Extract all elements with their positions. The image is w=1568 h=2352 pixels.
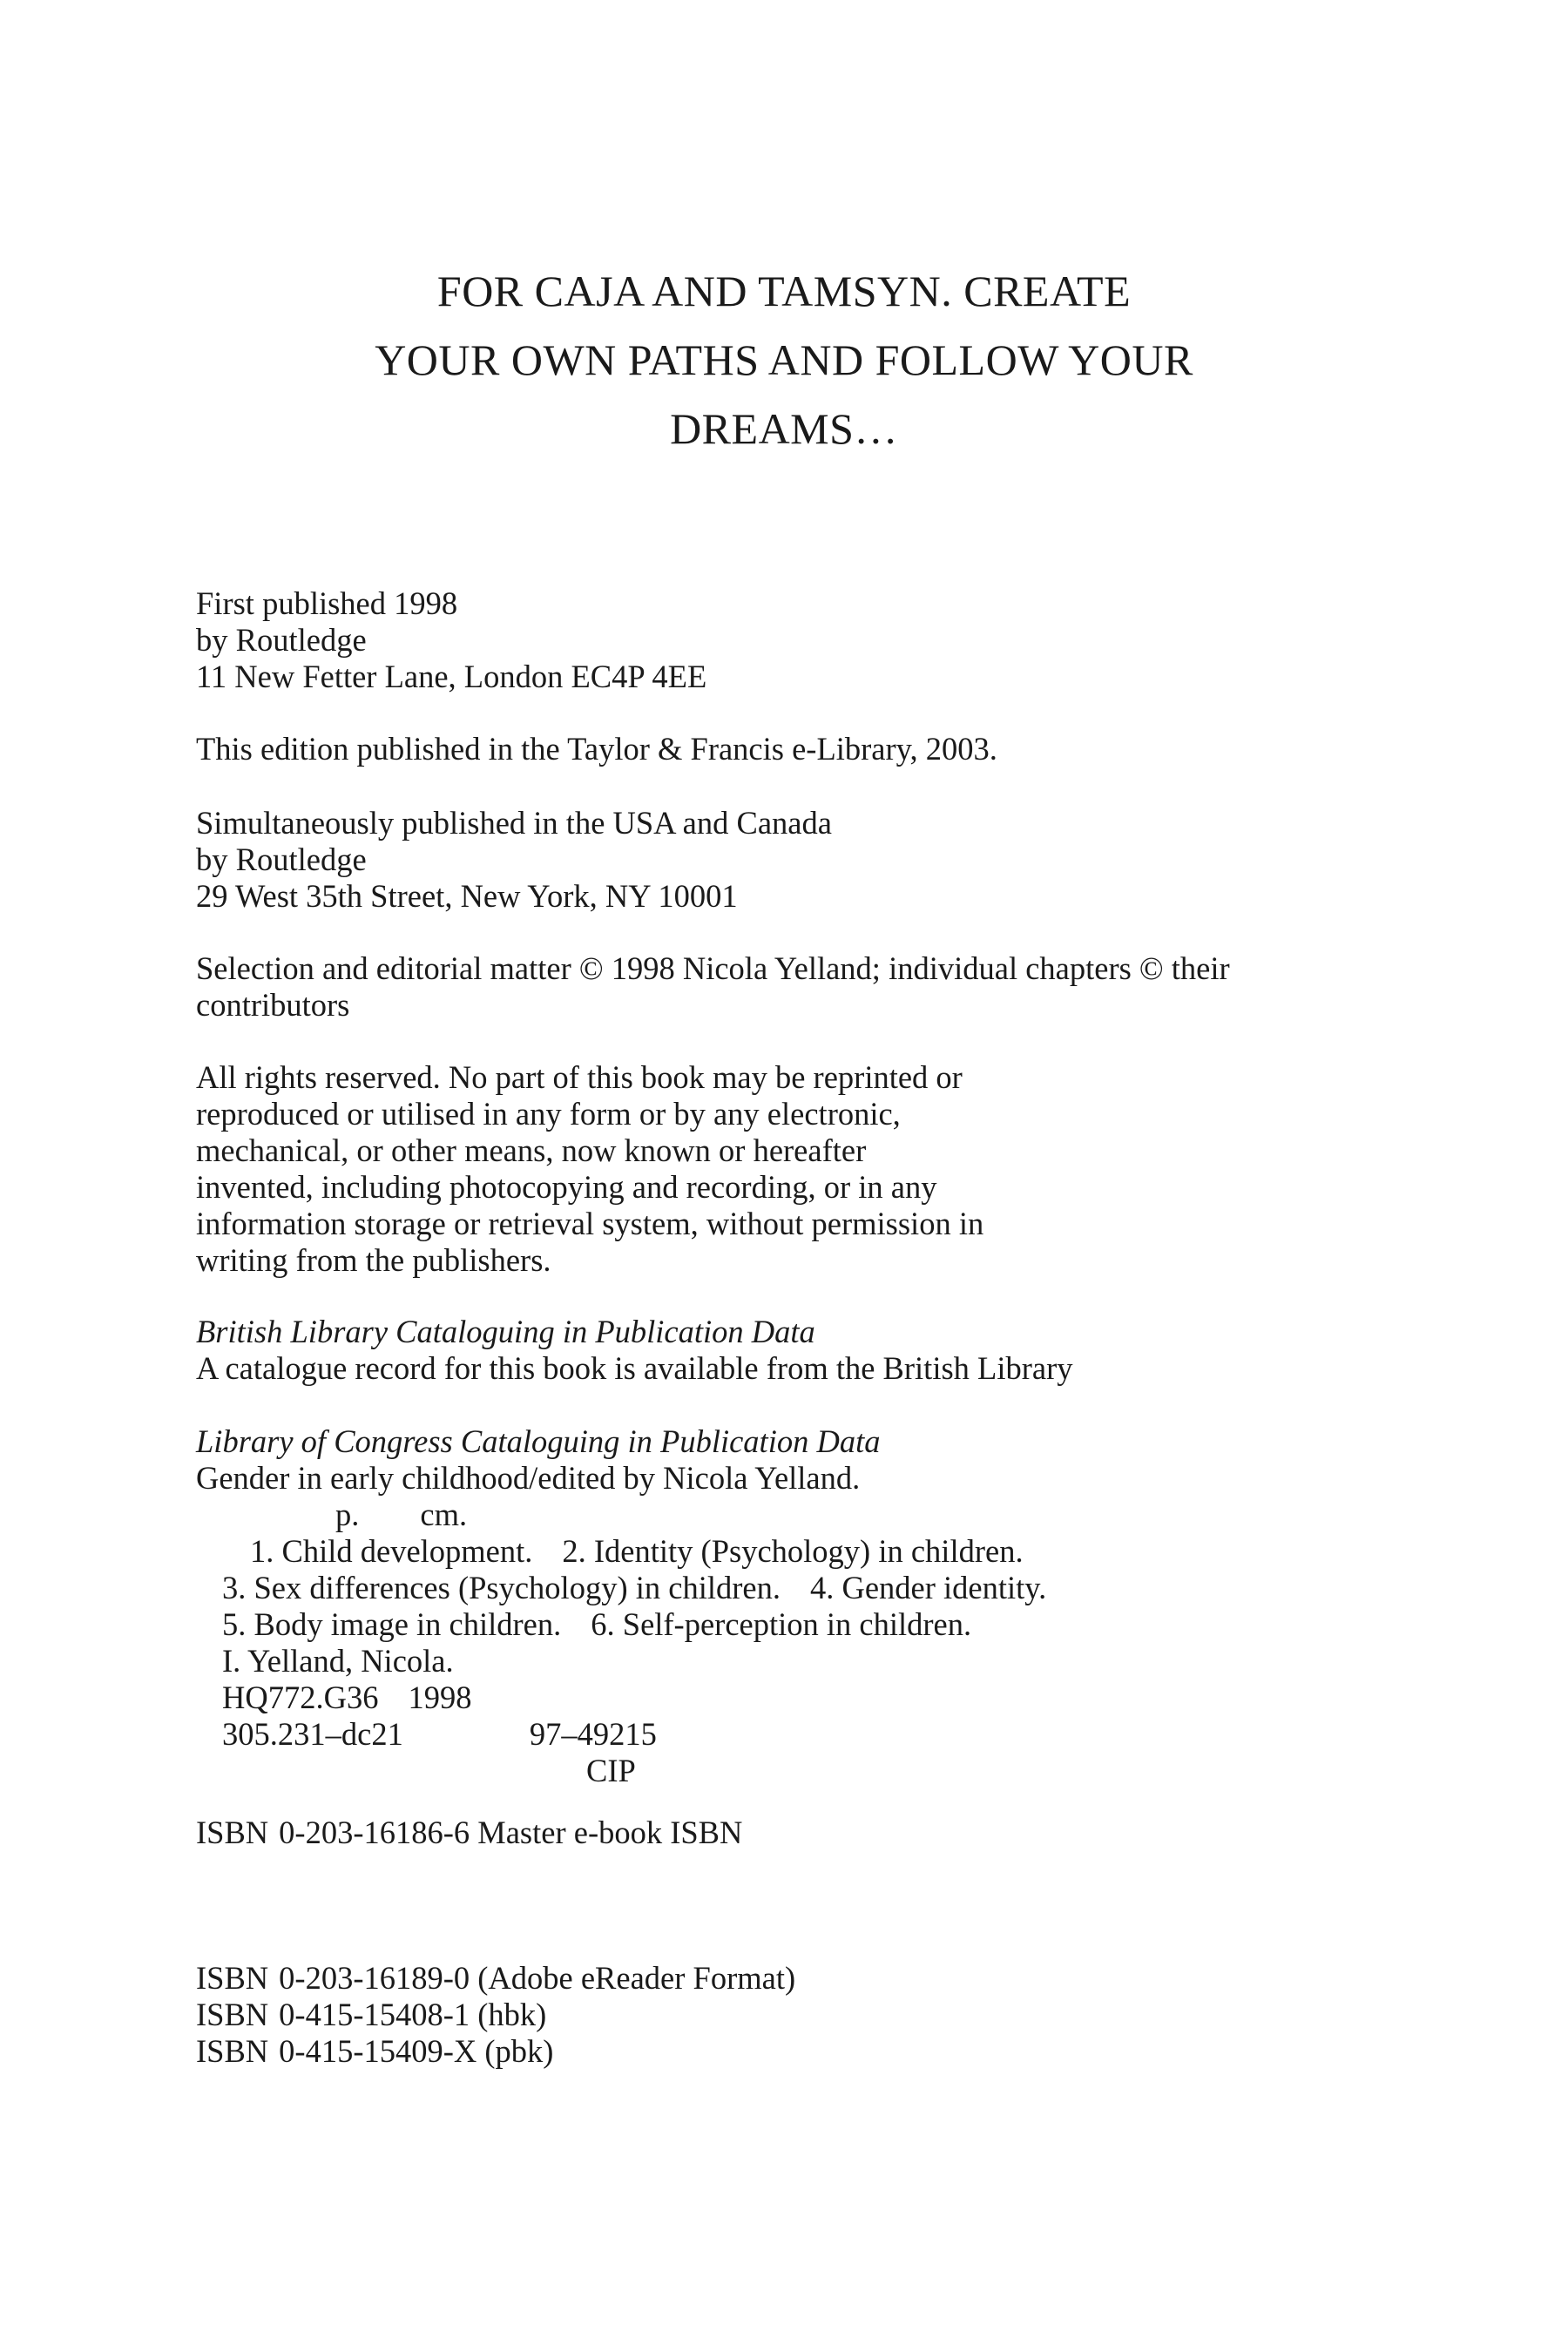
loc-call-year: 1998 xyxy=(408,1680,472,1715)
loc-subject: 6. Self-perception in children. xyxy=(591,1606,972,1642)
isbn-value: 0-415-15408-1 (hbk) xyxy=(279,1997,547,2032)
usa-publication-info xyxy=(196,805,1381,915)
rights-reserved xyxy=(196,1059,1381,1279)
loc-lccn: 97–49215 xyxy=(529,1716,657,1752)
rights-line: All rights reserved. No part of this book may be reprinted or xyxy=(196,1059,963,1095)
bl-heading: British Library Cataloguing in Publication Data xyxy=(196,1314,815,1349)
dedication-line: YOUR OWN PATHS AND FOLLOW YOUR xyxy=(375,335,1193,384)
isbn-line xyxy=(196,1815,1381,1851)
rights-line: mechanical, or other means, now known or hereafter xyxy=(196,1132,867,1168)
copyright-line: Selection and editorial matter © 1998 Nicola Yelland; individual chapters © their xyxy=(196,950,1230,986)
usa-line: by Routledge xyxy=(196,841,367,877)
edition-note xyxy=(196,731,1381,767)
loc-subject: 4. Gender identity. xyxy=(809,1570,1047,1605)
loc-subject: 2. Identity (Psychology) in children. xyxy=(562,1533,1024,1569)
isbn-label: ISBN xyxy=(196,2033,269,2069)
british-library-data xyxy=(196,1314,1381,1387)
loc-subject: 1. Child development. xyxy=(250,1533,533,1569)
isbn-master xyxy=(196,1815,1381,1851)
loc-physical xyxy=(196,1497,1381,1533)
isbn-label: ISBN xyxy=(196,1997,269,2032)
isbn-list xyxy=(196,1960,1381,2070)
rights-line: writing from the publishers. xyxy=(196,1242,551,1278)
loc-call-number-value: HQ772.G36 xyxy=(222,1680,379,1715)
dedication xyxy=(261,257,1307,463)
library-of-congress-data xyxy=(196,1423,1381,1789)
loc-subject: 5. Body image in children. xyxy=(222,1606,562,1642)
isbn-line xyxy=(196,1960,1381,1997)
loc-heading: Library of Congress Cataloguing in Publication Data xyxy=(196,1423,881,1459)
isbn-label: ISBN xyxy=(196,1960,269,1996)
edition-line: This edition published in the Taylor & Francis e-Library, 2003. xyxy=(196,731,997,767)
loc-subjects-line xyxy=(196,1606,1381,1643)
loc-subjects-line xyxy=(196,1533,1381,1570)
isbn-label: ISBN xyxy=(196,1815,269,1850)
dedication-line: FOR CAJA AND TAMSYN. CREATE xyxy=(436,267,1132,315)
loc-classification xyxy=(196,1716,1381,1753)
copyright-line: contributors xyxy=(196,987,350,1023)
rights-line: invented, including photocopying and recording, or in any xyxy=(196,1169,937,1205)
loc-subjects-line xyxy=(196,1570,1381,1606)
rights-line: reproduced or utilised in any form or by any electronic, xyxy=(196,1096,901,1132)
usa-line: 29 West 35th Street, New York, NY 10001 xyxy=(196,878,738,914)
publication-line: by Routledge xyxy=(196,622,367,658)
loc-title: Gender in early childhood/edited by Nicola Yelland. xyxy=(196,1460,861,1496)
isbn-value: 0-203-16186-6 Master e-book ISBN xyxy=(279,1815,743,1850)
isbn-value: 0-203-16189-0 (Adobe eReader Format) xyxy=(279,1960,796,1996)
copyright-notice xyxy=(196,950,1381,1024)
publication-line: 11 New Fetter Lane, London EC4P 4EE xyxy=(196,659,707,694)
isbn-line xyxy=(196,2033,1381,2070)
bl-text: A catalogue record for this book is available from the British Library xyxy=(196,1350,1073,1386)
loc-subject: 3. Sex differences (Psychology) in children. xyxy=(222,1570,781,1605)
usa-line: Simultaneously published in the USA and Canada xyxy=(196,805,832,841)
loc-pages: p. xyxy=(335,1497,360,1532)
loc-cip: CIP xyxy=(586,1753,636,1788)
loc-dewey: 305.231–dc21 xyxy=(222,1716,403,1752)
rights-line: information storage or retrieval system, without permission in xyxy=(196,1206,984,1241)
loc-call-number xyxy=(196,1680,1381,1716)
loc-size: cm. xyxy=(420,1497,468,1532)
loc-editor: I. Yelland, Nicola. xyxy=(222,1643,454,1679)
isbn-line xyxy=(196,1997,1381,2033)
dedication-line: DREAMS… xyxy=(670,404,898,453)
publication-info xyxy=(196,585,1381,695)
publication-line: First published 1998 xyxy=(196,585,458,621)
isbn-value: 0-415-15409-X (pbk) xyxy=(279,2033,554,2069)
